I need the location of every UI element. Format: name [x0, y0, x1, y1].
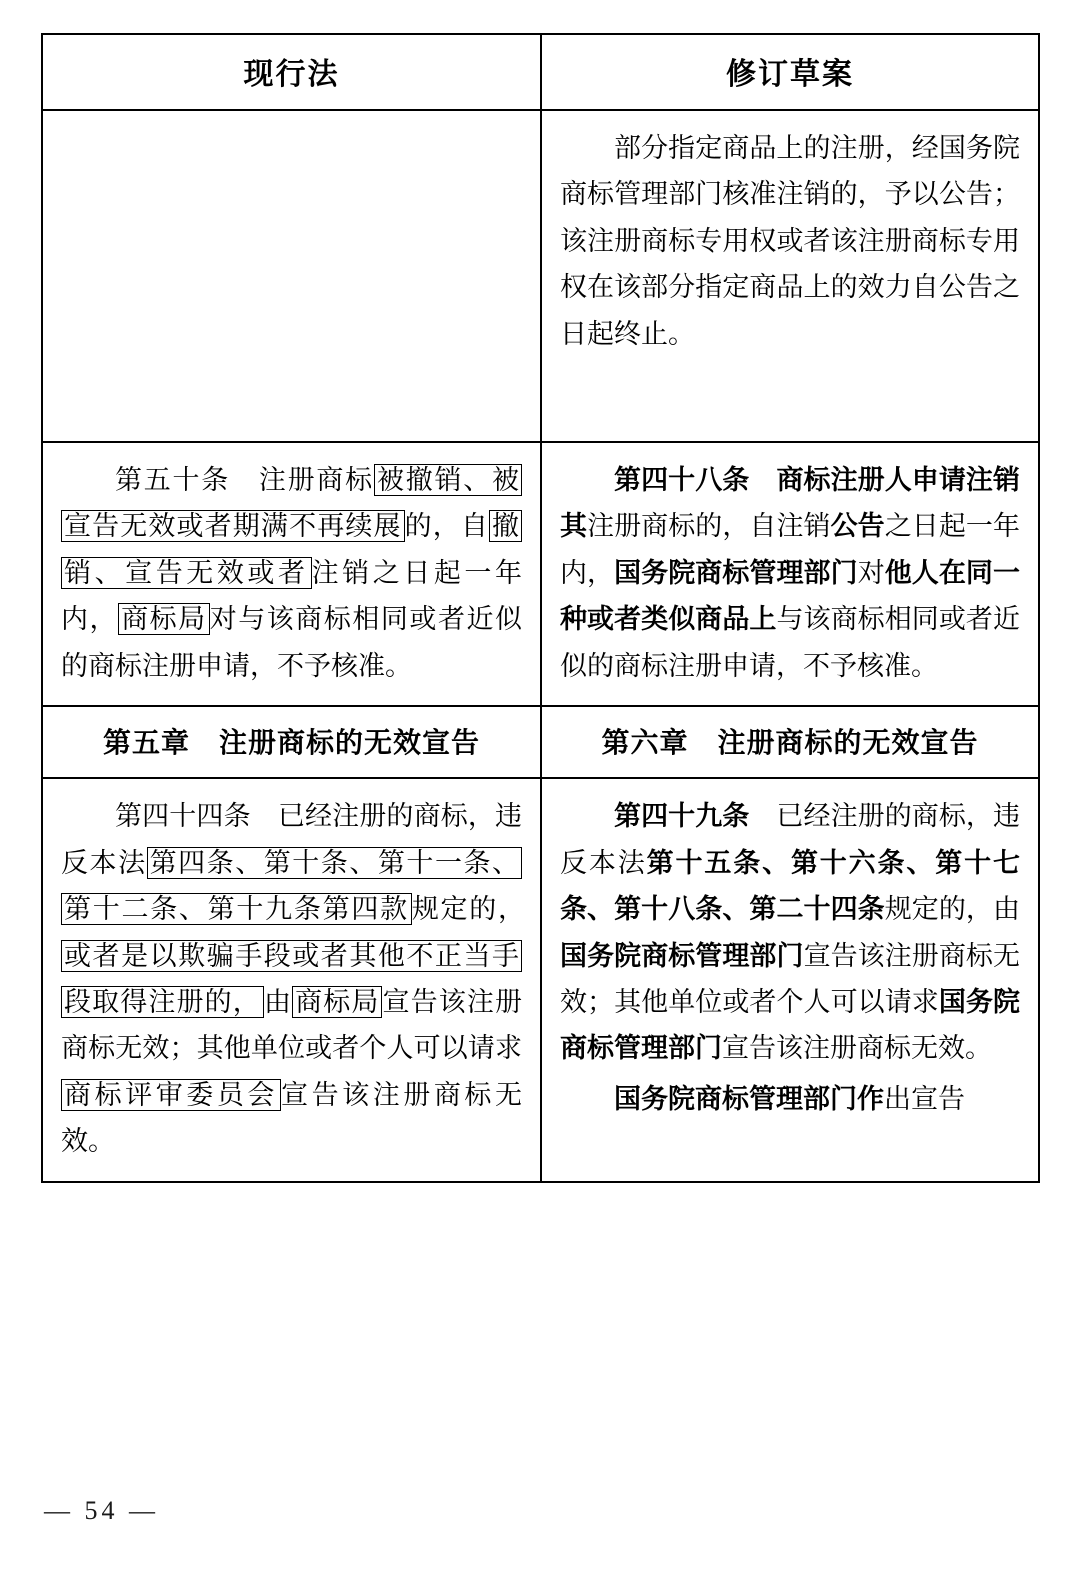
segments-container: [61, 464, 522, 681]
text-fragment: 宣告该注册商标无效。: [722, 1033, 992, 1064]
paragraph-text: 部分指定商品上的注册，经国务院商标管理部门核准注销的，予以公告；该注册商标专用权或者该注册商标专用权在该部分指定商品上的效力自公告之日起终止。: [560, 133, 1020, 349]
column-header-revision-draft: 修订草案: [541, 34, 1039, 110]
text-fragment: 之日起一年内，: [560, 511, 1020, 588]
text-fragment: 注册商标的，自注销: [587, 511, 831, 542]
text-fragment: 与该商标相同或者近似的商标注册申请，不予核准。: [560, 604, 1020, 681]
marked-change-fragment: 撤销、宣告无效或者: [61, 510, 522, 588]
column-header-current-law: 现行法: [42, 34, 541, 110]
chapter-heading-revision: 第六章 注册商标的无效宣告: [541, 706, 1039, 778]
bold-change-fragment: 公告: [830, 511, 885, 542]
table-row: [42, 778, 1039, 1182]
cell-current-law-empty: [42, 110, 541, 442]
text-fragment: [749, 465, 776, 495]
segments-container: [61, 801, 525, 1156]
text-fragment: 宣告该注册商标无效；其他单位或者个人可以请求: [61, 986, 523, 1064]
bold-change-fragment: 第四十八条: [614, 465, 750, 495]
bold-change-fragment: 商标注册人申请注销其: [560, 465, 1021, 542]
bold-change-fragment: 国务院商标管理部门: [560, 940, 804, 971]
cell-current-law-article-44: [42, 778, 541, 1182]
segments-container: [560, 465, 1020, 681]
table-row: [42, 110, 1039, 442]
text-fragment: 对与该商标相同或者近似的商标注册申请，不予核准。: [61, 604, 523, 681]
text-fragment: 已经注册的商标，违反本法: [560, 801, 1021, 878]
page-footer: — 54 —: [44, 1496, 159, 1525]
marked-change-fragment: 第四条、第十条、第十一条、第十二条、第十九条第四款: [61, 847, 522, 925]
marked-change-fragment: 商标评审委员会: [61, 1079, 281, 1111]
paragraph-article-48: [560, 457, 1020, 689]
paragraph-article-50: [61, 457, 522, 689]
text-fragment: 已经注册的商标，违反本法: [61, 801, 523, 878]
cell-current-law-article-50: [42, 442, 541, 706]
bold-change-fragment: 国务院商标管理部门作: [614, 1083, 884, 1114]
paragraph-article-49: [560, 793, 1020, 1072]
marked-change-fragment: 商标局: [118, 603, 210, 635]
law-comparison-table: [41, 33, 1040, 1183]
text-fragment: 宣告该注册商标无效；其他单位或者个人可以请求: [560, 940, 1020, 1017]
marked-change-fragment: 商标局: [292, 986, 382, 1018]
bold-change-fragment: 国务院商标管理部门: [614, 557, 858, 588]
text-fragment: 第四十四条: [115, 801, 251, 832]
bold-change-fragment: 国务院商标管理部门: [560, 986, 1020, 1064]
bold-change-fragment: 第十五条、第十六条、第十七条、第十八条、第二十四条: [560, 847, 1021, 925]
text-fragment: 出宣告: [884, 1083, 965, 1114]
marked-change-fragment: 或者是以欺骗手段或者其他不正当手段取得注册的，: [61, 940, 522, 1018]
paragraph-article-44: [61, 793, 526, 1165]
cell-revision-article-49: [541, 778, 1039, 1182]
text-fragment: 规定的，: [411, 894, 526, 925]
table-row: [42, 442, 1039, 706]
text-fragment: 规定的，由: [884, 894, 1020, 925]
text-fragment: 第五十条: [115, 465, 231, 495]
cell-revision-continuation: [541, 110, 1039, 442]
text-fragment: 注销之日起一年内，: [61, 557, 523, 635]
text-fragment: 由: [263, 986, 293, 1017]
paragraph-article-49-second: [560, 1076, 1020, 1122]
text-fragment: 注册商标: [230, 465, 374, 495]
segments-container: [614, 1084, 965, 1114]
cell-revision-article-48: [541, 442, 1039, 706]
chapter-heading-current-law: 第五章 注册商标的无效宣告: [42, 706, 541, 778]
text-fragment: 的，自: [404, 511, 490, 542]
table-header-row: [42, 34, 1039, 110]
bold-change-fragment: 他人在同一种或者类似商品上: [560, 557, 1020, 635]
segments-container: [560, 801, 1020, 1063]
text-fragment: 宣告该注册商标无效。: [61, 1079, 522, 1157]
table-row: [42, 706, 1039, 778]
marked-change-fragment: 被撤销、被宣告无效或者期满不再续展: [61, 464, 522, 542]
bold-change-fragment: 第四十九条: [614, 801, 750, 832]
text-fragment: 对: [857, 557, 885, 588]
